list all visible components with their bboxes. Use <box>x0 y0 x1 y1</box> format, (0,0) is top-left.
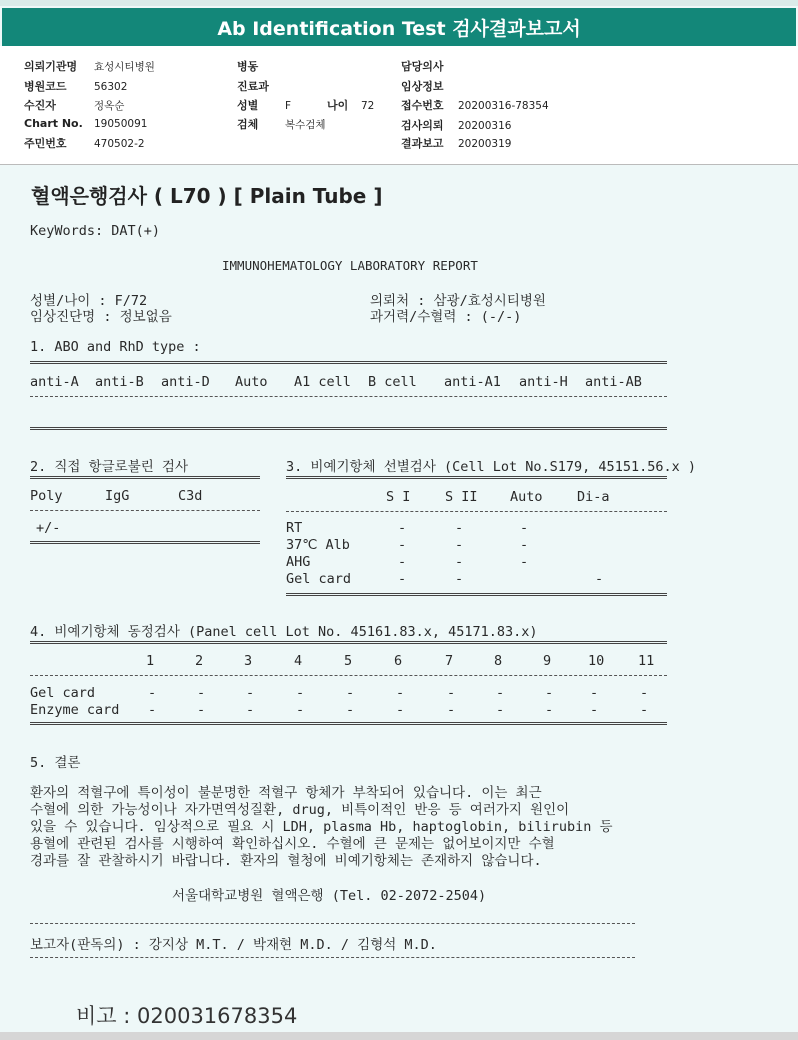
panel-cell: - <box>197 685 206 701</box>
panel-row-label: Enzyme card <box>30 702 120 718</box>
double-rule <box>286 593 667 596</box>
abo-header: anti-A <box>30 374 79 390</box>
screening-cell: - <box>398 571 407 587</box>
request-field <box>401 117 511 133</box>
report-title: Ab Identification Test 검사결과보고서 <box>2 8 796 46</box>
receiver-field <box>24 97 124 113</box>
clinical-label: 임상정보 <box>401 80 444 93</box>
request-label: 검사의뢰 <box>401 119 444 132</box>
hospital-code-value: 56302 <box>94 81 128 93</box>
dat-header: C3d <box>178 488 203 504</box>
abo-header: anti-AB <box>585 374 642 390</box>
sex-field <box>237 97 291 113</box>
panel-header: 10 <box>588 653 605 669</box>
receiver-value: 정옥순 <box>94 100 125 112</box>
abo-header: A1 cell <box>294 374 351 390</box>
double-rule <box>30 641 667 644</box>
accession-label: 접수번호 <box>401 99 444 112</box>
hospital-code-field <box>24 78 127 94</box>
dept-field <box>237 78 269 94</box>
conclusion-line: 있을 수 있습니다. 임상적으로 필요 시 LDH, plasma Hb, haptoglobin, bilirubin 등 <box>30 819 613 835</box>
institution-value: 효성시티병원 <box>94 61 155 73</box>
screening-row-label: AHG <box>286 554 311 570</box>
report-heading: 혈액은행검사 ( L70 ) [ Plain Tube ] <box>31 184 383 208</box>
panel-cell: - <box>296 685 305 701</box>
abo-header: anti-A1 <box>444 374 501 390</box>
panel-row-label: Gel card <box>30 685 96 701</box>
id-no-label: 주민번호 <box>24 137 67 150</box>
report-body <box>0 165 798 1032</box>
institution-field <box>24 58 155 74</box>
institution-label: 의뢰기관명 <box>24 60 78 73</box>
requester-line: 의뢰처 : 삼광/효성시티병원 <box>370 293 546 309</box>
screening-cell: - <box>520 520 529 536</box>
age-field <box>327 97 374 113</box>
abo-section-title: 1. ABO and RhD type : <box>30 339 201 355</box>
dashed-rule <box>286 511 667 512</box>
id-no-value: 470502-2 <box>94 138 145 150</box>
chart-no-value: 19050091 <box>94 118 148 130</box>
dat-poly-value: +/- <box>36 520 61 536</box>
abo-header: anti-H <box>519 374 568 390</box>
dat-header: Poly <box>30 488 63 504</box>
dept-label: 진료과 <box>237 80 269 93</box>
chart-no-field <box>24 117 147 130</box>
specimen-value: 복수검체 <box>285 119 326 131</box>
panel-cell: - <box>447 702 456 718</box>
panel-cell: - <box>346 685 355 701</box>
panel-header: 5 <box>344 653 353 669</box>
dashed-rule <box>30 923 635 924</box>
bottom-border <box>0 1032 798 1040</box>
panel-cell: - <box>545 685 554 701</box>
blood-bank-contact: 서울대학교병원 혈액은행 (Tel. 02-2072-2504) <box>172 888 487 904</box>
top-border <box>0 0 798 6</box>
panel-cell: - <box>640 685 649 701</box>
conclusion-line: 경과를 잘 관찰하시기 바랍니다. 환자의 혈청에 비예기항체는 존재하지 않습니다. <box>30 853 542 869</box>
dat-header: IgG <box>105 488 130 504</box>
panel-cell: - <box>396 685 405 701</box>
double-rule <box>30 541 260 544</box>
dashed-rule <box>30 510 260 511</box>
panel-cell: - <box>496 702 505 718</box>
id-no-field <box>24 135 145 151</box>
abo-header: anti-D <box>161 374 210 390</box>
panel-header: 8 <box>494 653 503 669</box>
panel-cell: - <box>246 685 255 701</box>
age-label: 나이 <box>327 99 349 112</box>
dashed-rule <box>30 957 635 958</box>
screening-row-label: Gel card <box>286 571 352 587</box>
panel-cell: - <box>148 685 157 701</box>
screening-header: S II <box>445 489 478 505</box>
screening-cell: - <box>455 520 464 536</box>
panel-header: 3 <box>244 653 253 669</box>
clinical-field <box>401 78 444 94</box>
double-rule <box>30 427 667 430</box>
ward-label: 병동 <box>237 60 259 73</box>
remark: 비고 : 020031678354 <box>76 1004 298 1028</box>
age-value: 72 <box>361 100 375 112</box>
sex-age-line: 성별/나이 : F/72 <box>30 293 148 309</box>
screening-cell: - <box>455 571 464 587</box>
reporter-line: 보고자(판독의) : 강지상 M.T. / 박재현 M.D. / 김형석 M.D. <box>30 937 437 953</box>
result-field <box>401 135 511 151</box>
dashed-rule <box>30 675 667 676</box>
screening-cell: - <box>455 554 464 570</box>
accession-value: 20200316-78354 <box>458 100 549 112</box>
abo-header: anti-B <box>95 374 144 390</box>
panel-cell: - <box>590 702 599 718</box>
panel-header: 2 <box>195 653 204 669</box>
screening-row-label: RT <box>286 520 303 536</box>
panel-cell: - <box>396 702 405 718</box>
panel-header: 9 <box>543 653 552 669</box>
panel-cell: - <box>296 702 305 718</box>
panel-cell: - <box>640 702 649 718</box>
panel-cell: - <box>590 685 599 701</box>
conclusion-title: 5. 결론 <box>30 755 81 771</box>
panel-header: 6 <box>394 653 403 669</box>
result-label: 결과보고 <box>401 137 444 150</box>
panel-header: 1 <box>146 653 155 669</box>
double-rule <box>30 361 667 364</box>
conclusion-line: 용혈에 관련된 검사를 시행하여 확인하십시오. 수혈에 큰 문제는 없어보이지만 수혈 <box>30 836 555 852</box>
double-rule <box>30 722 667 725</box>
conclusion-line: 환자의 적혈구에 특이성이 불분명한 적혈구 항체가 부착되어 있습니다. 이는 최근 <box>30 785 542 801</box>
panel-cell: - <box>148 702 157 718</box>
request-value: 20200316 <box>458 120 512 132</box>
doctor-label: 담당의사 <box>401 60 444 73</box>
screening-header: Di-a <box>577 489 610 505</box>
panel-cell: - <box>197 702 206 718</box>
diagnosis-line: 임상진단명 : 정보없음 <box>30 309 172 325</box>
screening-section-title: 3. 비예기항체 선별검사 (Cell Lot No.S179, 45151.56.x ) <box>286 459 696 475</box>
chart-no-label: Chart No. <box>24 117 83 130</box>
double-rule <box>30 476 260 479</box>
screening-cell: - <box>520 537 529 553</box>
specimen-field <box>237 116 326 132</box>
doctor-field <box>401 58 444 74</box>
panel-cell: - <box>545 702 554 718</box>
sex-value: F <box>285 100 292 112</box>
dat-section-title: 2. 직접 항글로불린 검사 <box>30 459 189 475</box>
conclusion-line: 수혈에 의한 가능성이나 자가면역성질환, drug, 비특이적인 반응 등 여러가지 원인이 <box>30 802 570 818</box>
panel-cell: - <box>346 702 355 718</box>
receiver-label: 수진자 <box>24 99 56 112</box>
accession-field <box>401 97 549 113</box>
screening-cell: - <box>455 537 464 553</box>
panel-section-title: 4. 비예기항체 동정검사 (Panel cell Lot No. 45161.83.x, 45171.83.x) <box>30 624 538 640</box>
screening-cell: - <box>398 520 407 536</box>
screening-row-label: 37℃ Alb <box>286 537 350 553</box>
hospital-code-label: 병원코드 <box>24 80 67 93</box>
patient-info-panel <box>0 46 798 165</box>
abo-header: Auto <box>235 374 268 390</box>
specimen-label: 검체 <box>237 118 259 131</box>
panel-header: 11 <box>638 653 655 669</box>
panel-cell: - <box>246 702 255 718</box>
screening-cell: - <box>595 571 604 587</box>
screening-header: S I <box>386 489 411 505</box>
screening-header: Auto <box>510 489 543 505</box>
double-rule <box>286 476 667 479</box>
abo-header: B cell <box>368 374 417 390</box>
panel-header: 4 <box>294 653 303 669</box>
panel-cell: - <box>447 685 456 701</box>
panel-header: 7 <box>445 653 454 669</box>
sex-label: 성별 <box>237 99 259 112</box>
result-value: 20200319 <box>458 138 512 150</box>
keywords: KeyWords: DAT(+) <box>30 223 161 239</box>
screening-cell: - <box>398 537 407 553</box>
dashed-rule <box>30 396 667 397</box>
ward-field <box>237 58 258 74</box>
panel-cell: - <box>496 685 505 701</box>
screening-cell: - <box>398 554 407 570</box>
history-line: 과거력/수혈력 : (-/-) <box>370 309 522 325</box>
lab-title: IMMUNOHEMATOLOGY LABORATORY REPORT <box>222 258 478 273</box>
screening-cell: - <box>520 554 529 570</box>
